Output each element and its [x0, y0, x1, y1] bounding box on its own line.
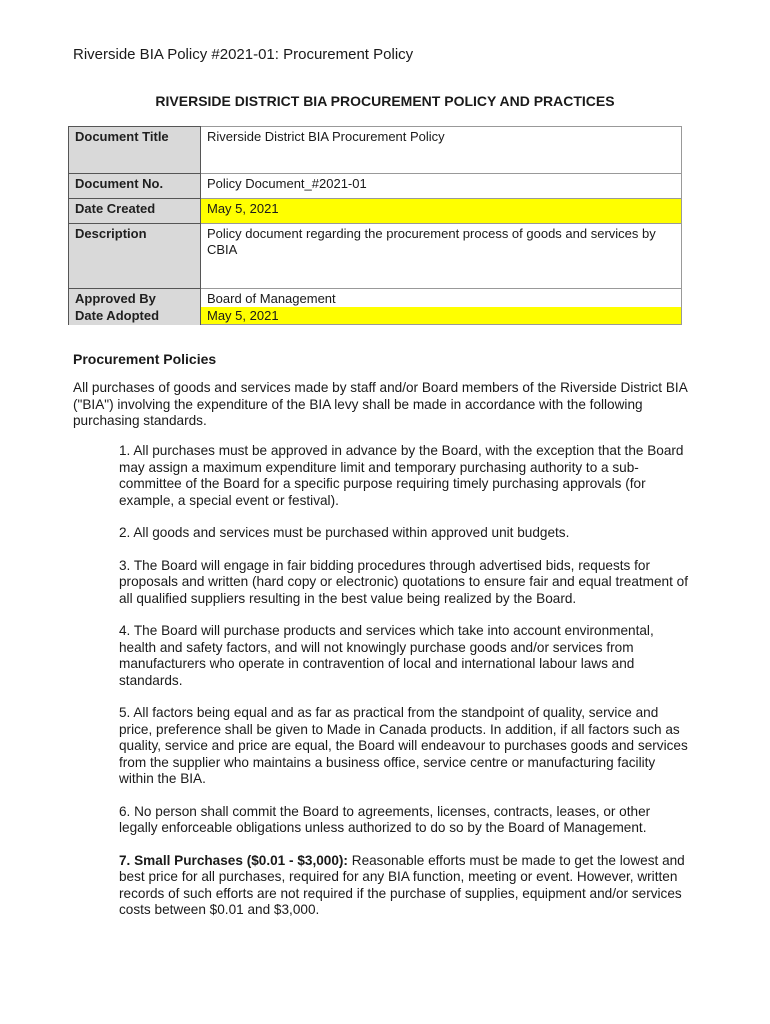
policy-item: 2. All goods and services must be purchased within approved unit budgets. — [119, 525, 570, 540]
table-row — [69, 199, 682, 224]
date-created-value: May 5, 2021 — [201, 199, 682, 224]
small-purchases-text: Reasonable efforts must be made to get the lowest and best price for all purchases, required for any BIA function, meeting or event. However, written records of such efforts are not required if the purchase of supplies, equipment and/or services costs between $0.01 and $3,000. — [119, 852, 685, 917]
document-title: RIVERSIDE DISTRICT BIA PROCUREMENT POLICY AND PRACTICES — [155, 93, 615, 109]
description-label: Description — [69, 224, 201, 289]
policy-item — [119, 853, 692, 919]
page-header: Riverside BIA Policy #2021-01: Procurement Policy — [73, 46, 414, 63]
approved-by-label: Approved By — [75, 291, 156, 306]
section-heading: Procurement Policies — [73, 351, 217, 367]
document-info-table — [68, 126, 682, 325]
approved-by-value: Board of Management — [207, 291, 336, 306]
doc-title-label: Document Title — [69, 127, 201, 174]
policy-item: 5. All factors being equal and as far as practical from the standpoint of quality, service and price, preference shall be given to Made in Canada products. In addition, if all factors such as quality, service and price are equal, the Board will endeavour to purchases goods and services from the supplier who maintains a business office, service centre or manufacturing facility within the BIA. — [119, 705, 688, 786]
table-row — [69, 174, 682, 199]
policy-item: 1. All purchases must be approved in advance by the Board, with the exception that the Board may assign a maximum expenditure limit and temporary purchasing authority to a sub-committee of the Board for a specific purpose requiring timely purchasing approvals (for example, a special event or festival). — [119, 443, 684, 508]
description-value: Policy document regarding the procurement process of goods and services by CBIA — [201, 224, 682, 289]
doc-title-value: Riverside District BIA Procurement Policy — [201, 127, 682, 174]
policy-items-list — [119, 443, 692, 935]
doc-no-value: Policy Document_#2021-01 — [201, 174, 682, 199]
table-row — [69, 224, 682, 289]
small-purchases-heading: 7. Small Purchases ($0.01 - $3,000): — [119, 852, 348, 868]
date-adopted-value: May 5, 2021 — [201, 307, 681, 324]
table-row — [69, 289, 682, 325]
approval-labels — [69, 289, 201, 325]
policy-item: 6. No person shall commit the Board to agreements, licenses, contracts, leases, or other legally enforceable obligations unless authorized to do so by the Board of Management. — [119, 803, 651, 835]
intro-paragraph: All purchases of goods and services made by staff and/or Board members of the Riverside District BIA ("BIA") involving the expenditure of the BIA levy shall be made in accordance with the following purchasing standards. — [73, 380, 688, 428]
policy-item: 3. The Board will engage in fair bidding procedures through advertised bids, requests for proposals and written (hard copy or electronic) quotations to ensure fair and equal treatment of all qualified suppliers resulting in the best value being realized by the Board. — [119, 557, 688, 606]
doc-no-label: Document No. — [69, 174, 201, 199]
date-created-label: Date Created — [69, 199, 201, 224]
date-adopted-label: Date Adopted — [75, 308, 160, 323]
policy-item: 4. The Board will purchase products and services which take into account environmental, health and safety factors, and will not knowingly purchase goods and/or services from manufacturers who operate in contravention of local and international labour laws and standards. — [119, 623, 654, 688]
approval-values — [201, 289, 682, 325]
table-row — [69, 127, 682, 174]
